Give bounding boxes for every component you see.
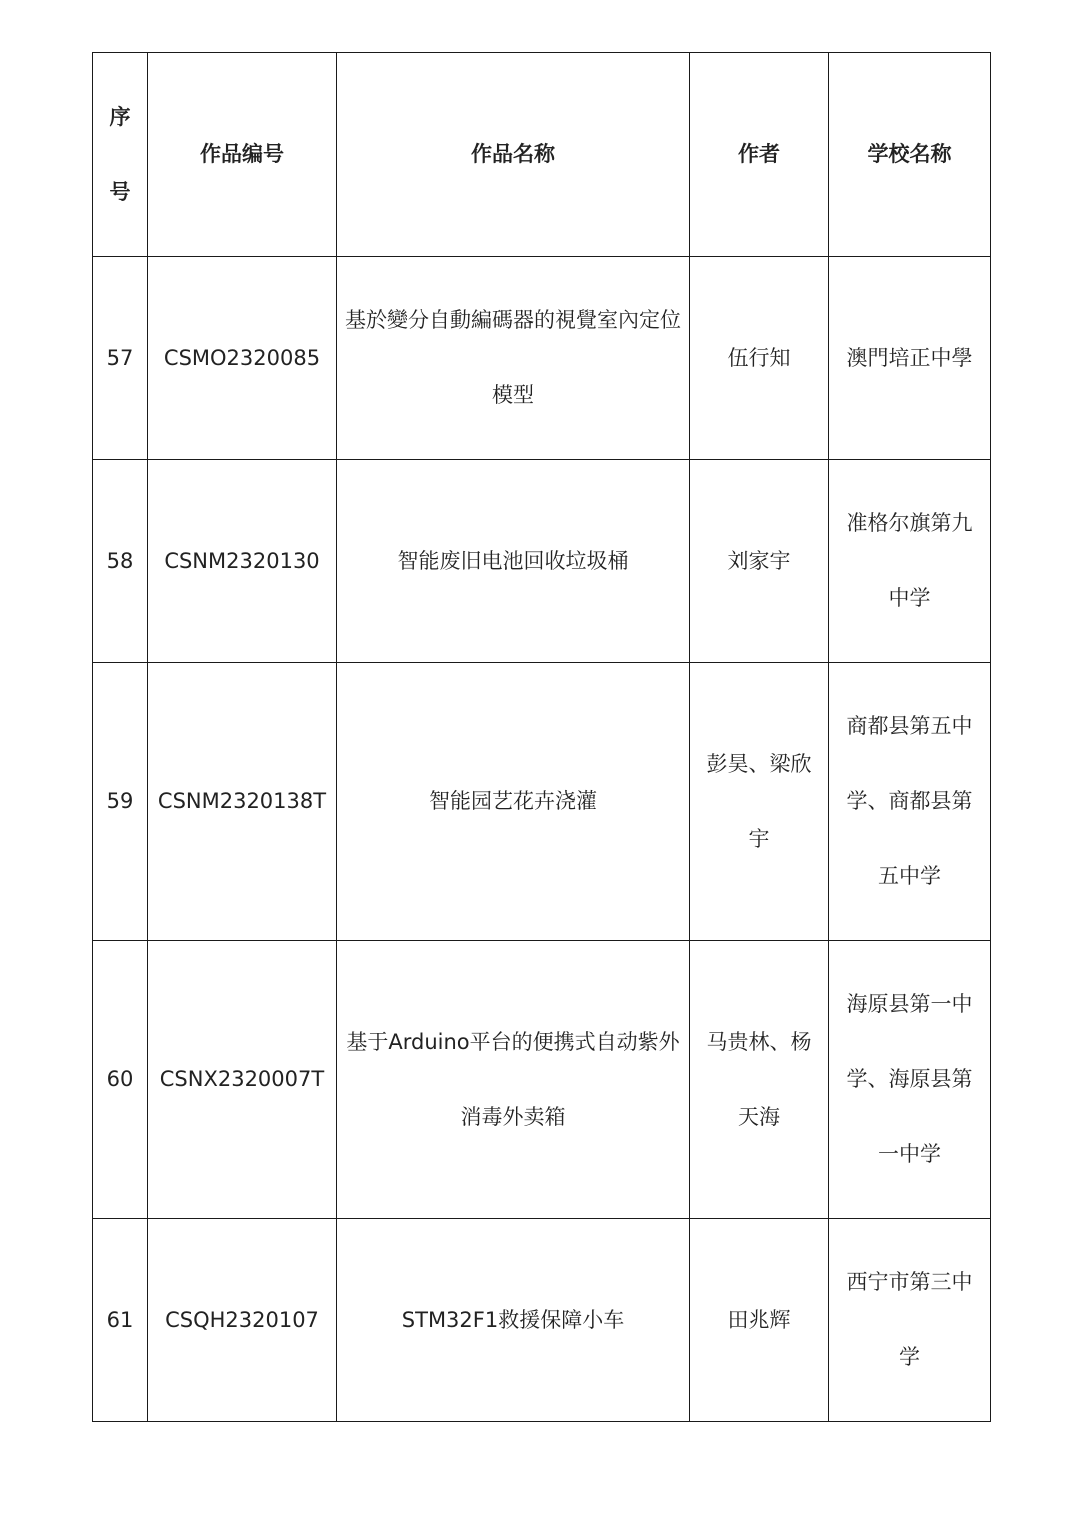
header-author: 作者 (690, 53, 829, 257)
row-code: CSNM2320130 (148, 460, 337, 663)
row-code: CSNX2320007T (148, 941, 337, 1219)
table-row (93, 941, 991, 1219)
table-row (93, 663, 991, 941)
table-header-row (93, 53, 991, 257)
header-title: 作品名称 (337, 53, 690, 257)
row-author: 彭昊、梁欣宇 (690, 663, 829, 941)
row-index: 61 (93, 1219, 148, 1422)
row-author: 马贵林、杨天海 (690, 941, 829, 1219)
row-code: CSNM2320138T (148, 663, 337, 941)
header-code: 作品编号 (148, 53, 337, 257)
award-table (92, 52, 991, 1422)
header-school: 学校名称 (829, 53, 991, 257)
row-school: 澳門培正中學 (829, 257, 991, 460)
table-row (93, 257, 991, 460)
row-author: 田兆辉 (690, 1219, 829, 1422)
table-row (93, 460, 991, 663)
row-index: 57 (93, 257, 148, 460)
row-index: 58 (93, 460, 148, 663)
row-school: 西宁市第三中学 (829, 1219, 991, 1422)
row-code: CSMO2320085 (148, 257, 337, 460)
row-title: 智能废旧电池回收垃圾桶 (337, 460, 690, 663)
row-title: STM32F1救援保障小车 (337, 1219, 690, 1422)
header-index: 序号 (93, 53, 148, 257)
row-title: 基于Arduino平台的便携式自动紫外消毒外卖箱 (337, 941, 690, 1219)
row-code: CSQH2320107 (148, 1219, 337, 1422)
row-school: 商都县第五中学、商都县第五中学 (829, 663, 991, 941)
row-school: 海原县第一中学、海原县第一中学 (829, 941, 991, 1219)
row-title: 基於變分自動編碼器的視覺室內定位模型 (337, 257, 690, 460)
row-index: 60 (93, 941, 148, 1219)
row-index: 59 (93, 663, 148, 941)
row-title: 智能园艺花卉浇灌 (337, 663, 690, 941)
table-row (93, 1219, 991, 1422)
row-author: 刘家宇 (690, 460, 829, 663)
row-school: 准格尔旗第九中学 (829, 460, 991, 663)
row-author: 伍行知 (690, 257, 829, 460)
